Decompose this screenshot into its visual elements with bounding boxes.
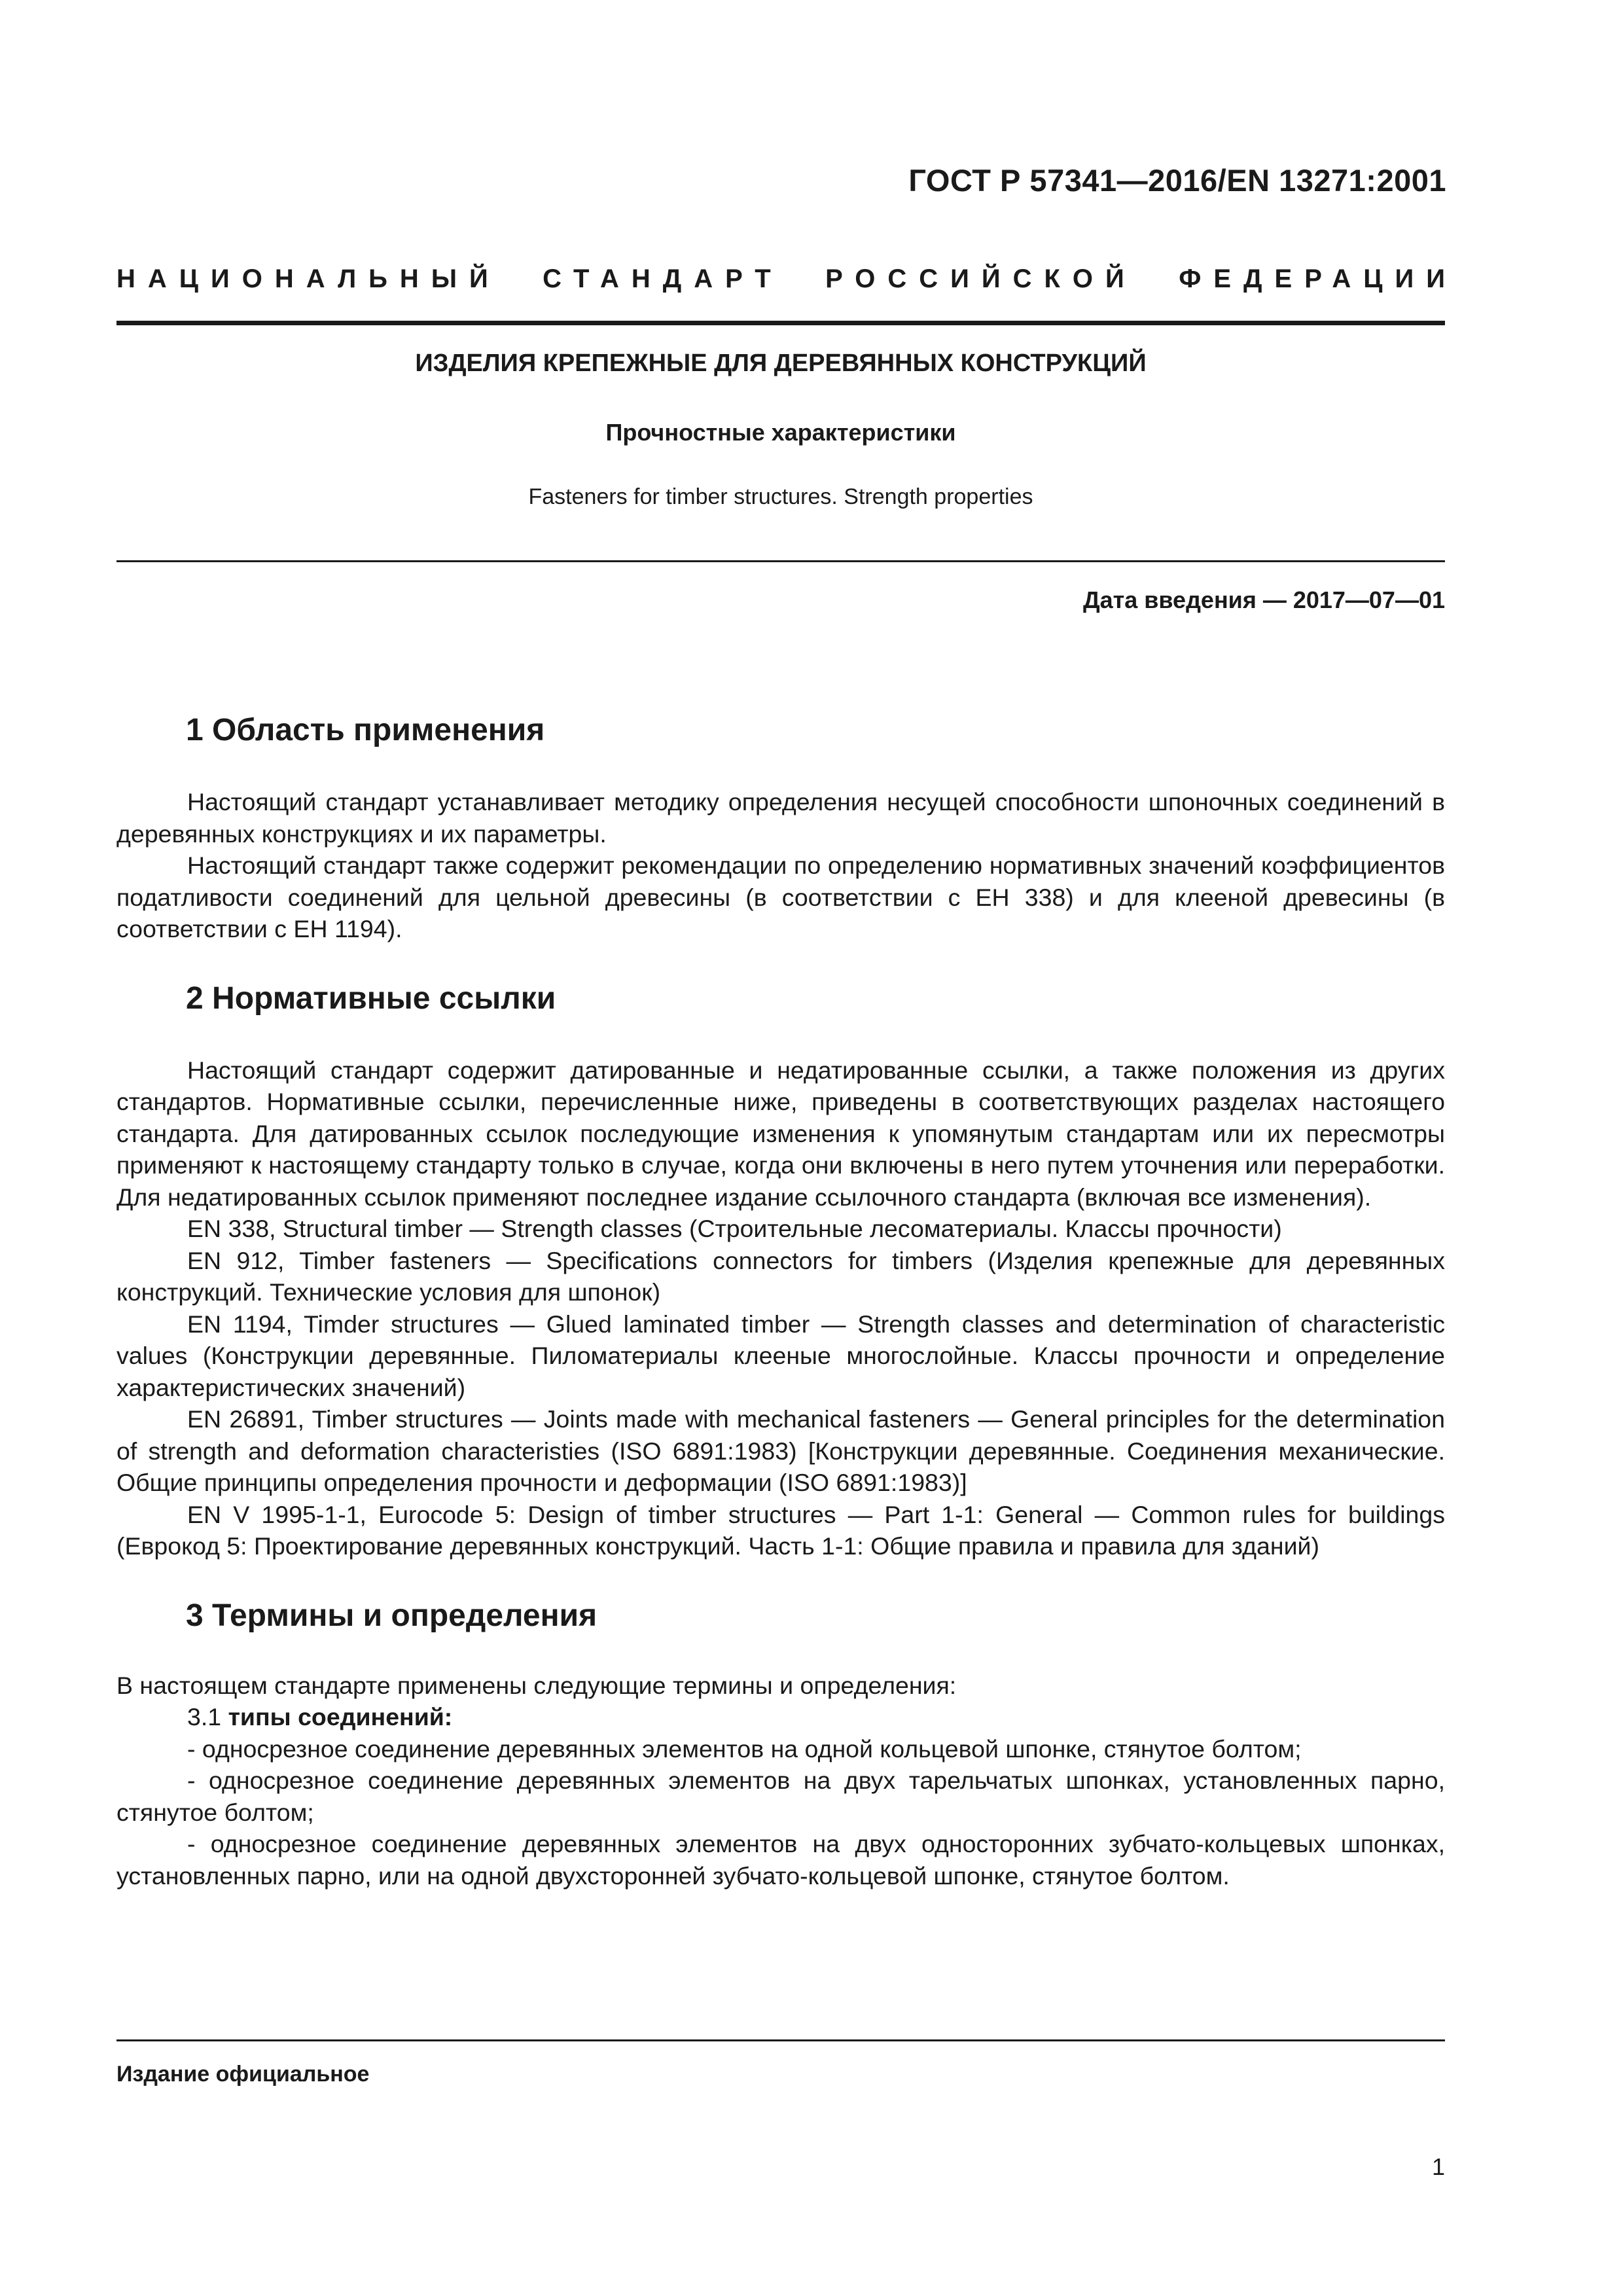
term-entry — [116, 1701, 1445, 1733]
reference-item: EN 338, Structural timber — Strength classes (Строительные лесоматериалы. Классы прочности) — [187, 1215, 1282, 1242]
page-number: 1 — [1431, 2153, 1445, 2180]
reference-item: EN V 1995-1-1, Eurocode 5: Design of timber structures — Part 1-1: General — Common rules for buildings (Еврокод 5: Проектирование деревянных конструкций. Часть 1-1: Общие правила и правила для зданий) — [116, 1500, 1445, 1560]
paragraph: Настоящий стандарт также содержит рекомендации по определению нормативных значений коэффициентов податливости соединений для цельной древесины (в соответствии с ЕН 338) и для клееной древесины (в соответствии с ЕН 1194). — [116, 852, 1445, 942]
standard-id: ГОСТ Р 57341—2016/EN 13271:2001 — [908, 163, 1446, 198]
header-divider — [116, 321, 1445, 325]
banner-word: РОССИЙСКОЙ — [825, 264, 1137, 293]
document-body — [116, 711, 1445, 1892]
reference-item: EN 1194, Timder structures — Glued laminated timber — Strength classes and determination of characteristic values (Конструкции деревянные. Пиломатериалы клееные многослойные. Классы прочности и определение характеристических значений) — [116, 1310, 1445, 1401]
section-normative-references — [116, 979, 1445, 1562]
reference-item: EN 26891, Timber structures — Joints made with mechanical fasteners — General principles for the determination of strength and deformation characteristies (ISO 6891:1983) [Конструкции деревянные. Соединения механические. Общие принципы определения прочности и деформации (ISO 6891:1983)] — [116, 1405, 1445, 1496]
footer-divider — [116, 2039, 1445, 2041]
section-heading: 1 Область применения — [186, 713, 545, 747]
term-number: 3.1 — [187, 1703, 228, 1731]
national-standard-banner — [116, 264, 1457, 294]
english-title: Fasteners for timber structures. Strength properties — [528, 484, 1033, 509]
term-label: типы соединений: — [228, 1703, 453, 1731]
introduction-date: Дата введения — 2017—07—01 — [1082, 586, 1445, 613]
reference-item: EN 912, Timber fasteners — Specifications connectors for timbers (Изделия крепежные для деревянных конструкций. Технические условия для шпонок) — [116, 1246, 1445, 1306]
title-divider — [116, 560, 1445, 562]
list-item: - односрезное соединение деревянных элементов на одной кольцевой шпонке, стянутое болтом; — [187, 1734, 1302, 1763]
banner-word: СТАНДАРТ — [543, 264, 783, 293]
section-terms — [116, 1596, 1445, 1892]
section-scope — [116, 711, 1445, 945]
paragraph: В настоящем стандарте применены следующие термины и определения: — [116, 1671, 957, 1699]
section-heading: 2 Нормативные ссылки — [186, 980, 556, 1016]
document-subtitle: Прочностные характеристики — [605, 419, 956, 446]
list-item: - односрезное соединение деревянных элементов на двух односторонних зубчато-кольцевых шпонках, установленных парно, или на одной двухсторонней зубчато-кольцевой шпонке, стянутое болтом. — [116, 1830, 1445, 1890]
official-edition-label: Издание официальное — [116, 2062, 370, 2087]
paragraph: Настоящий стандарт устанавливает методику определения несущей способности шпоночных соединений в деревянных конструкциях и их параметры. — [116, 788, 1445, 848]
banner-word: ФЕДЕРАЦИИ — [1179, 264, 1457, 293]
paragraph: Настоящий стандарт содержит датированные и недатированные ссылки, а также положения из других стандартов. Нормативные ссылки, перечисленные ниже, приведены в соответствующих разделах настоящего стандарта. Для датированных ссылок последующие изменения к упомянутым стандартам или их пересмотры применяют к настоящему стандарту только в случае, когда они включены в него путем уточнения или переработки. Для недатированных ссылок применяют последнее издание ссылочного стандарта (включая все изменения). — [116, 1056, 1445, 1211]
banner-word: НАЦИОНАЛЬНЫЙ — [116, 264, 501, 293]
document-title: ИЗДЕЛИЯ КРЕПЕЖНЫЕ ДЛЯ ДЕРЕВЯННЫХ КОНСТРУКЦИЙ — [415, 350, 1147, 377]
section-heading: 3 Термины и определения — [186, 1598, 597, 1633]
list-item: - односрезное соединение деревянных элементов на двух тарельчатых шпонках, установленных парно, стянутое болтом; — [116, 1767, 1445, 1826]
